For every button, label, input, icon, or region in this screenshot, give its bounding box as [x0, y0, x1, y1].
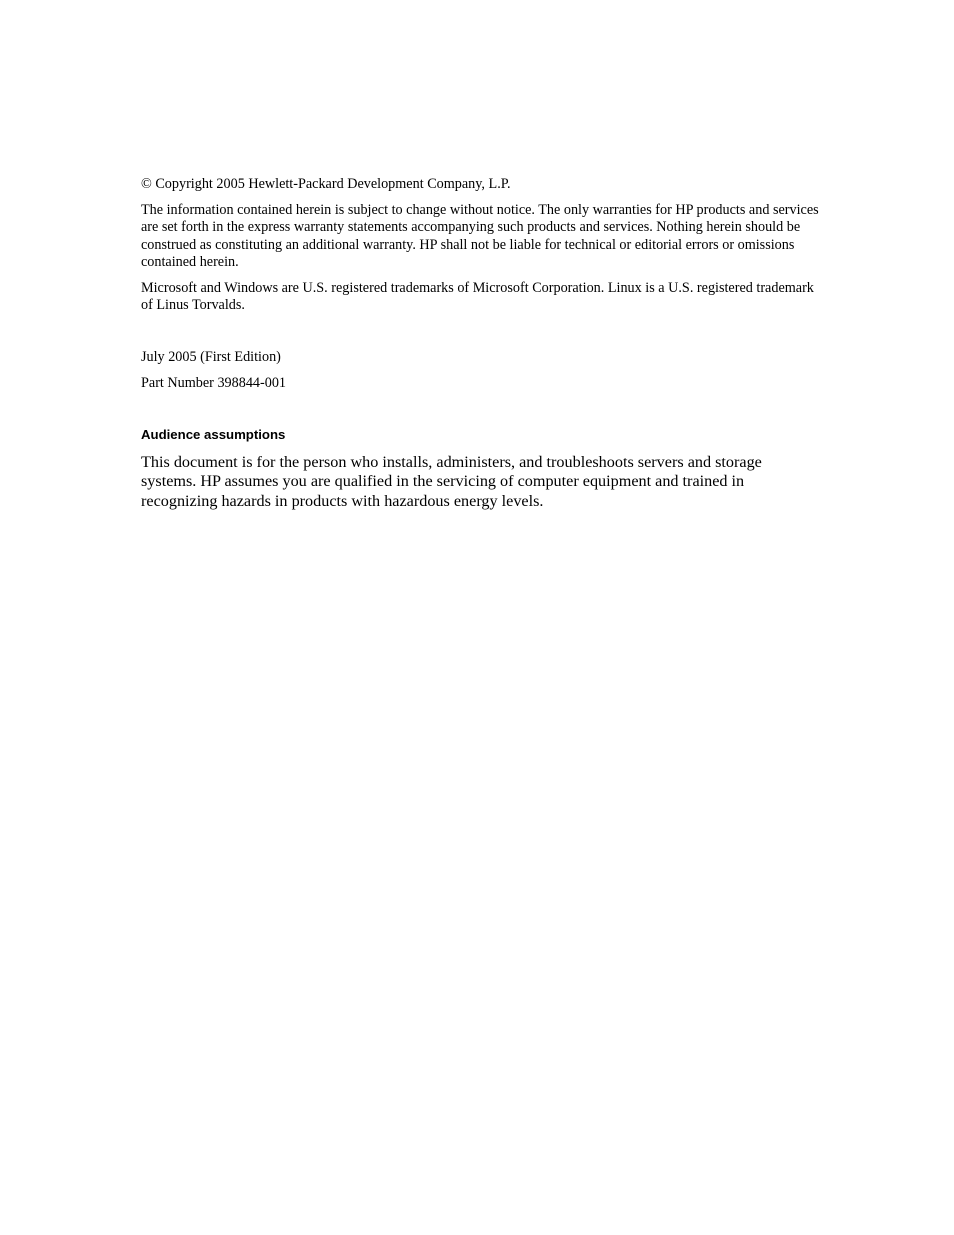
- part-number: Part Number 398844-001: [141, 375, 287, 391]
- publication-info-section: [141, 349, 821, 393]
- audience-assumptions-section: [141, 426, 821, 512]
- trademark-paragraph: Microsoft and Windows are U.S. registered trademarks of Microsoft Corporation. Linux is a U.S. registered trademark of Linus Torvalds.: [141, 279, 814, 313]
- audience-heading: Audience assumptions: [141, 426, 286, 442]
- audience-paragraph: This document is for the person who installs, administers, and troubleshoots servers and storage systems. HP assumes you are qualified in the servicing of computer equipment and trained in recognizing hazards in products with hazardous energy levels.: [141, 452, 762, 510]
- edition-date: July 2005 (First Edition): [141, 348, 281, 365]
- document-page: [141, 176, 821, 511]
- copyright-notice: © Copyright 2005 Hewlett-Packard Development Company, L.P.: [141, 176, 511, 192]
- legal-notice-section: [141, 176, 821, 315]
- disclaimer-paragraph: The information contained herein is subject to change without notice. The only warranties for HP products and services are set forth in the express warranty statements accompanying such products and services. Nothing herein should be construed as constituting an additional warranty. HP shall not be liable for technical or editorial errors or omissions contained herein.: [141, 201, 819, 270]
